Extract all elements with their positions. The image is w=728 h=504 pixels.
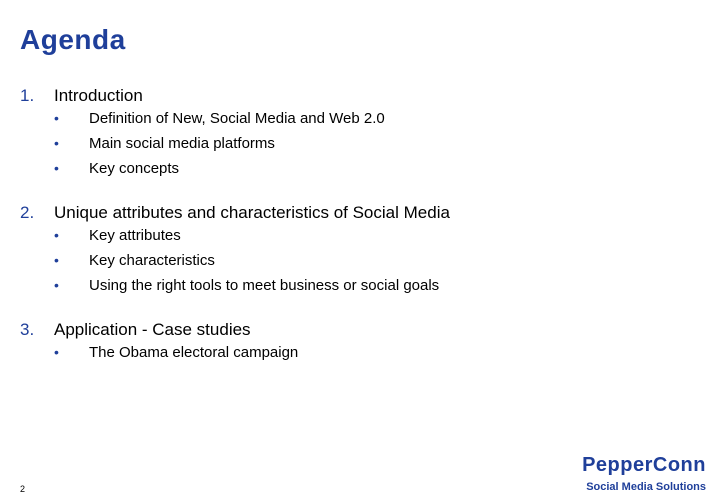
bullet-item xyxy=(20,252,700,277)
bullet-text: Definition of New, Social Media and Web 2.0 xyxy=(89,110,385,127)
bullet-text: Main social media platforms xyxy=(89,135,275,152)
bullet-dot-icon: • xyxy=(54,227,59,243)
bullet-item xyxy=(20,160,700,185)
bullet-dot-icon: • xyxy=(54,344,59,360)
section-title: Unique attributes and characteristics of Social Media xyxy=(54,203,450,222)
brand-tagline: Social Media Solutions xyxy=(586,481,706,493)
brand-logo xyxy=(582,454,706,493)
bullet-text: Key attributes xyxy=(89,227,181,244)
slide-title: Agenda xyxy=(20,24,126,55)
bullet-dot-icon: • xyxy=(54,160,59,176)
bullet-item xyxy=(20,110,700,135)
bullet-text: Key concepts xyxy=(89,160,180,177)
section-title: Application - Case studies xyxy=(54,320,251,339)
bullet-dot-icon: • xyxy=(54,277,59,293)
page-number: 2 xyxy=(20,484,26,494)
bullet-dot-icon: • xyxy=(54,135,59,151)
section-heading xyxy=(20,86,700,110)
bullet-item xyxy=(20,227,700,252)
section-number: 1. xyxy=(20,86,35,105)
bullet-dot-icon: • xyxy=(54,110,59,126)
agenda-section-application xyxy=(20,320,700,369)
section-title: Introduction xyxy=(54,86,143,105)
section-heading xyxy=(20,203,700,227)
bullet-item xyxy=(20,277,700,302)
agenda-list xyxy=(20,86,700,387)
bullet-text: Using the right tools to meet business or social goals xyxy=(89,277,440,294)
bullet-item xyxy=(20,344,700,369)
brand-name: PepperConn xyxy=(582,454,706,476)
bullet-item xyxy=(20,135,700,160)
bullet-text: Key characteristics xyxy=(89,252,215,269)
section-number: 2. xyxy=(20,203,35,222)
bullet-dot-icon: • xyxy=(54,252,59,268)
bullet-text: The Obama electoral campaign xyxy=(89,344,299,361)
agenda-section-attributes xyxy=(20,203,700,302)
section-number: 3. xyxy=(20,320,35,339)
section-heading xyxy=(20,320,700,344)
agenda-section-introduction xyxy=(20,86,700,185)
